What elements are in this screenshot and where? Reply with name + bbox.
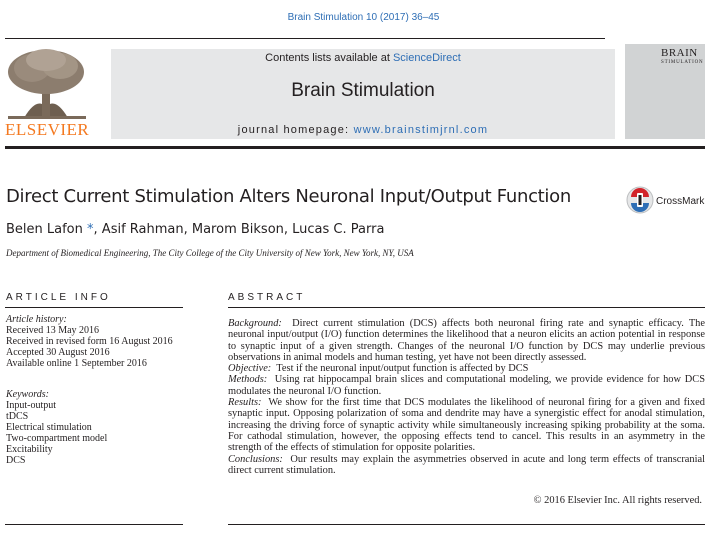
keyword-item: Two-compartment model <box>6 433 108 444</box>
elsevier-wordmark: ELSEVIER <box>5 120 90 139</box>
journal-name: Brain Stimulation <box>291 80 435 101</box>
conclusions-text: Our results may explain the asymmetries observed in acute and long term effects of transcranial direct current stimulation. <box>228 453 705 476</box>
methods-text: Using rat hippocampal brain slices and computational modeling, we provide evidence for how DCS modulates the neuronal I/O function. <box>228 374 705 397</box>
abstract-heading: ABSTRACT <box>228 292 306 303</box>
history-item: Available online 1 September 2016 <box>6 358 147 369</box>
journal-citation[interactable]: Brain Stimulation 10 (2017) 36–45 <box>287 12 440 23</box>
abstract-body <box>228 318 705 476</box>
author-affiliation: Department of Biomedical Engineering, The City College of the City University of New York, New York, NY, USA <box>6 248 414 258</box>
elsevier-tree-logo <box>4 46 90 122</box>
history-item: Accepted 30 August 2016 <box>6 347 110 358</box>
crossmark-icon[interactable] <box>626 186 654 214</box>
article-info-heading: ARTICLE INFO <box>6 292 111 303</box>
copyright-notice: © 2016 Elsevier Inc. All rights reserved. <box>533 495 702 506</box>
objective-text: Test if the neuronal input/output function is affected by DCS <box>276 363 529 375</box>
results-text: We show for the first time that DCS modulates the likelihood of neuronal firing for a given and fixed synaptic input. Opposing polarization of soma and dendrite may have a synergistic effect for anodal stimulation, increasing the driving force of synaptic activity while simultaneously increasing spiking probability at the soma. For cathodal stimulation, however, the opposing effects tend to cancel. This results in an asymmetry in the strength of the effects of stimulation for opposite polarities. <box>228 397 705 454</box>
abstract-methods <box>228 374 705 397</box>
keywords-bottom-rule <box>5 524 183 525</box>
history-item: Received in revised form 16 August 2016 <box>6 336 173 347</box>
contents-prefix: Contents lists available at <box>265 52 390 64</box>
contents-available <box>111 52 615 64</box>
abstract-results <box>228 397 705 453</box>
keyword-item: DCS <box>6 455 26 466</box>
author-list <box>6 222 384 237</box>
abstract-bottom-rule <box>228 524 705 525</box>
keyword-item: Excitability <box>6 444 53 455</box>
article-history-label: Article history: <box>6 314 67 325</box>
keywords-block <box>6 389 216 466</box>
cover-subtitle: STIMULATION <box>661 60 704 65</box>
sciencedirect-link[interactable]: ScienceDirect <box>392 52 461 64</box>
conclusions-label: Conclusions: <box>228 453 283 465</box>
keywords-label: Keywords: <box>6 389 49 400</box>
keyword-item: Electrical stimulation <box>6 422 92 433</box>
article-history <box>6 314 216 369</box>
keyword-item: Input-output <box>6 400 56 411</box>
author-first[interactable]: Belen Lafon <box>6 222 83 237</box>
cover-title: BRAIN <box>661 47 698 59</box>
background-label: Background: <box>228 318 282 329</box>
header-top-rule <box>5 38 605 39</box>
header-bottom-rule <box>5 146 705 149</box>
results-label: Results: <box>228 397 262 409</box>
abstract-objective <box>228 363 705 374</box>
crossmark-label[interactable]: CrossMark <box>656 196 705 207</box>
background-text: Direct current stimulation (DCS) affects both neuronal firing rate and synaptic efficacy. The neuronal input/output (I/O) function determines the likelihood that a neuron elicits an action potential in response to synaptic input of a given strength. Changes of the neuronal I/O function by DCS may underlie previous observations in animal models and human testing, yet have not been directly assessed. <box>228 318 705 363</box>
article-info-rule <box>5 307 183 308</box>
article-title: Direct Current Stimulation Alters Neuronal Input/Output Function <box>6 186 571 207</box>
keyword-item: tDCS <box>6 411 29 422</box>
abstract-background <box>228 318 705 363</box>
corresponding-author-marker[interactable]: * <box>82 222 94 237</box>
abstract-top-rule <box>228 307 705 308</box>
author-rest: , Asif Rahman, Marom Bikson, Lucas C. Parra <box>93 222 385 237</box>
objective-label: Objective: <box>228 363 272 375</box>
methods-label: Methods: <box>228 374 268 386</box>
abstract-conclusions <box>228 454 705 477</box>
history-item: Received 13 May 2016 <box>6 325 100 336</box>
homepage-prefix: journal homepage: <box>237 124 350 136</box>
journal-homepage <box>111 124 615 136</box>
homepage-link[interactable]: www.brainstimjrnl.com <box>353 124 489 136</box>
